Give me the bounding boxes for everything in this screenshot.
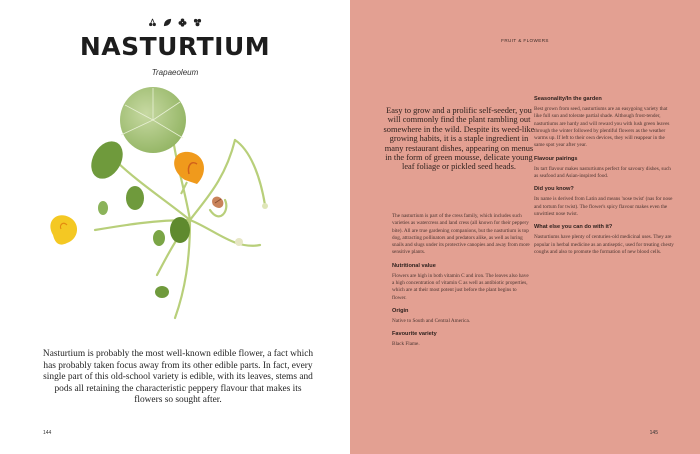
- intro-paragraph: Nasturtium is probably the most well-known edible flower, a fact which has probably taken focus away from its other edible parts. In fact, every single part of this old-school variety is edible, with its leaves, stems and pods all retaining the characteristic peppery flavour that makes its flowers so sought after.: [42, 349, 314, 406]
- botanical-name: Trapaeoleum: [151, 68, 199, 77]
- body-paragraph: The nasturtium is part of the cress family, which includes such varieties as watercress and land cress (all known for their peppery bite). All are true gardening companions, but the nasturtium is top dog, attracting pollinators and predators alike, as well as luring snails and slugs under its protective canopies and away from more sensitive plants.: [392, 213, 530, 256]
- seasonality-heading: Seasonality/In the garden: [534, 96, 602, 102]
- origin-heading: Origin: [392, 307, 409, 314]
- favourite-text: Black Flame.: [392, 341, 420, 348]
- else-heading: What else you can do with it?: [534, 224, 613, 231]
- nasturtium-photo: [25, 80, 325, 340]
- origin-text: Native to South and Central America.: [392, 317, 471, 324]
- page-number-right: 145: [649, 430, 658, 436]
- leaf-icon: [163, 14, 172, 23]
- nutritional-text: Flowers are high in both vitamin C and iron. The leaves also have a high concentration of vitamin C as well as antibiotic properties, which are at their most potent just before the plant begins to flower.: [392, 272, 529, 301]
- nutritional-heading: Nutritional value: [392, 262, 436, 269]
- page-title: NASTURTIUM: [79, 32, 271, 61]
- right-page: [350, 0, 700, 454]
- herb-icon: [193, 14, 202, 23]
- favourite-heading: Favourite variety: [392, 331, 437, 338]
- left-column: [392, 213, 530, 355]
- know-text: Its name is derived from Latin and means 'nose twist' (nas for nose and tortum for twist). The flower's spicy flavour makes even the unwittiest nose twist.: [534, 196, 673, 217]
- cherries-icon: [148, 14, 157, 23]
- pairings-text: Its tart flavour makes nasturtiums perfect for savoury dishes, such as seafood and Asian-inspired food.: [534, 165, 671, 180]
- else-text: Nasturtiums have plenty of centuries-old medicinal uses. They are popular in herbal medicine as an antiseptic, used for treating chesty coughs and also to promote the formation of new blood cells.: [534, 234, 674, 255]
- lead-paragraph: Easy to grow and a prolific self-seeder, you will commonly find the plant rambling out somewhere in the wild. Despite its weed-like growing habits, it is a staple ingredient in many restaurant dishes, appearing on menus in the form of green mousse, delicate young leaf foliage or pickled seed heads.: [383, 106, 535, 172]
- right-column: [534, 96, 674, 262]
- running-head: FRUIT & FLOWERS: [501, 38, 549, 43]
- flower-icon: [178, 14, 187, 23]
- seasonality-text: Best grown from seed, nasturtiums are an easygoing variety that like full sun and tolerate partial shade. Although frost-tender, nasturtiums are hardy and will reward you with lush green leaves through the winter followed by plentiful flowers as the weather warms up. If left to their own devices, they will reappear in the same spot year after year.: [534, 106, 670, 149]
- page-number-left: 144: [43, 430, 52, 436]
- pairings-heading: Flavour pairings: [534, 155, 578, 162]
- know-heading: Did you know?: [534, 186, 574, 193]
- category-icons: [0, 14, 350, 23]
